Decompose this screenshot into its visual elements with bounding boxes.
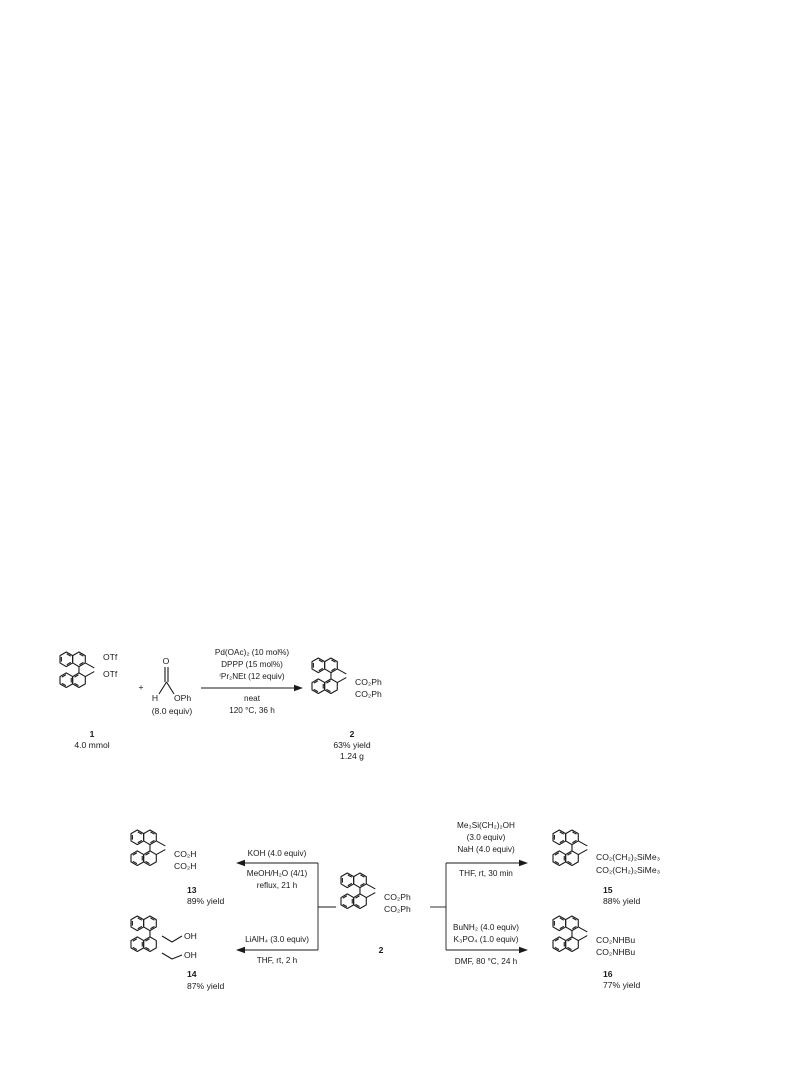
compound-1-number: 1 bbox=[89, 729, 95, 739]
ch2-oh-bond-bottom bbox=[162, 953, 182, 959]
plus-sign: + bbox=[138, 682, 144, 692]
benzene-ring bbox=[144, 851, 157, 866]
compound-15-yield: 88% yield bbox=[603, 896, 641, 906]
compound-13-yield: 89% yield bbox=[187, 896, 225, 906]
formate-ophenyl: OPh bbox=[174, 693, 192, 703]
tl-condition-reagent: KOH (4.0 equiv) bbox=[247, 849, 307, 858]
reaction-1 bbox=[60, 648, 382, 761]
substituent-bond-bottom bbox=[578, 936, 587, 941]
benzene-ring bbox=[325, 679, 338, 694]
central-compound-number: 2 bbox=[378, 945, 384, 955]
compound-2-group-bottom: CO₂Ph bbox=[355, 689, 382, 699]
ch2-oh-bond-top bbox=[162, 936, 182, 942]
tr-condition-base: NaH (4.0 equiv) bbox=[457, 845, 515, 854]
benzene-ring bbox=[354, 894, 367, 909]
bl-condition-solvent-time: THF, rt, 2 h bbox=[256, 956, 298, 965]
bl-condition-reagent: LiAlH₄ (3.0 equiv) bbox=[245, 935, 309, 944]
binaphthyl-skeleton bbox=[312, 658, 337, 694]
benzene-ring bbox=[566, 851, 579, 866]
compound-15-group-top: CO₂(CH₂)₂SiMe₃ bbox=[596, 852, 661, 862]
formate-hydrogen: H bbox=[151, 693, 159, 703]
benzene-ring bbox=[566, 830, 579, 845]
reaction-arrow-1 bbox=[201, 685, 303, 691]
substituent-bond-bottom bbox=[366, 893, 375, 898]
compound-13-group-top: CO₂H bbox=[174, 849, 197, 859]
compound-2-group-top: CO₂Ph bbox=[355, 677, 382, 687]
phenyl-formate-structure bbox=[152, 656, 193, 716]
central-group-top: CO₂Ph bbox=[384, 892, 411, 902]
substituent-bond-top bbox=[85, 663, 94, 668]
substituent-bond-top bbox=[578, 927, 587, 932]
substituent-bond-bottom bbox=[337, 678, 346, 683]
compound-16-group-top: CO₂NHBu bbox=[596, 935, 636, 945]
substituent-bond-top bbox=[337, 669, 346, 674]
binaphthyl-skeleton bbox=[131, 916, 156, 952]
compound-13-group-bottom: CO₂H bbox=[174, 861, 197, 871]
br-condition-amine: BuNH₂ (4.0 equiv) bbox=[453, 923, 519, 932]
substituent-bond-bottom bbox=[85, 672, 94, 677]
binaphthyl-skeleton bbox=[131, 830, 156, 866]
condition-ligand: DPPP (15 mol%) bbox=[221, 660, 283, 669]
compound-2-mass: 1.24 g bbox=[340, 751, 364, 761]
compound-14-group-bottom: OH bbox=[184, 950, 197, 960]
compound-16-number: 16 bbox=[603, 969, 613, 979]
substituent-bond-bottom bbox=[156, 850, 165, 855]
compound-1-structure bbox=[60, 652, 118, 750]
br-condition-solvent-time: DMF, 80 °C, 24 h bbox=[454, 957, 518, 966]
compound-14-yield: 87% yield bbox=[187, 981, 225, 991]
compound-1-amount: 4.0 mmol bbox=[74, 740, 110, 750]
formate-oxygen: O bbox=[162, 656, 170, 666]
compound-1-group-bottom: OTf bbox=[103, 669, 118, 679]
tr-condition-amount: (3.0 equiv) bbox=[466, 833, 506, 842]
compound-2-yield: 63% yield bbox=[333, 740, 371, 750]
substituent-bond-top bbox=[156, 841, 165, 846]
substituent-bond-top bbox=[366, 884, 375, 889]
compound-16-yield: 77% yield bbox=[603, 980, 641, 990]
binaphthyl-skeleton bbox=[553, 916, 578, 952]
benzene-ring bbox=[354, 873, 367, 888]
substituent-bond-top bbox=[578, 841, 587, 846]
compound-15-number: 15 bbox=[603, 885, 613, 895]
central-compound-2 bbox=[341, 873, 411, 955]
tl-condition-time: reflux, 21 h bbox=[256, 881, 298, 890]
tr-condition-reagent: Me₃Si(CH₂)₂OH bbox=[457, 821, 515, 830]
benzene-ring bbox=[566, 916, 579, 931]
benzene-ring bbox=[73, 673, 86, 688]
compound-1-group-top: OTf bbox=[103, 652, 118, 662]
compound-16-group-bottom: CO₂NHBu bbox=[596, 947, 636, 957]
compound-14-number: 14 bbox=[187, 969, 197, 979]
compound-14-group-top: OH bbox=[184, 931, 197, 941]
benzene-ring bbox=[144, 830, 157, 845]
benzene-ring bbox=[144, 937, 157, 952]
central-group-bottom: CO₂Ph bbox=[384, 904, 411, 914]
compound-2-number: 2 bbox=[349, 729, 355, 739]
compound-15-structure bbox=[553, 830, 661, 906]
br-condition-base: K₃PO₄ (1.0 equiv) bbox=[453, 935, 519, 944]
condition-solvent: neat bbox=[244, 694, 260, 703]
benzene-ring bbox=[325, 658, 338, 673]
condition-temperature-time: 120 °C, 36 h bbox=[229, 706, 275, 715]
tl-condition-solvent: MeOH/H₂O (4/1) bbox=[246, 869, 308, 878]
benzene-ring bbox=[73, 652, 86, 667]
compound-13-structure bbox=[131, 830, 224, 906]
compound-13-number: 13 bbox=[187, 885, 197, 895]
compound-15-group-bottom: CO₂(CH₂)₂SiMe₃ bbox=[596, 865, 661, 875]
condition-catalyst: Pd(OAc)₂ (10 mol%) bbox=[214, 648, 290, 657]
binaphthyl-skeleton bbox=[553, 830, 578, 866]
benzene-ring bbox=[144, 916, 157, 931]
compound-14-structure bbox=[131, 916, 224, 991]
substituent-bond-bottom bbox=[578, 850, 587, 855]
condition-base: ⁱPr₂NEt (12 equiv) bbox=[219, 672, 285, 681]
benzene-ring bbox=[566, 937, 579, 952]
formate-amount: (8.0 equiv) bbox=[151, 706, 193, 716]
binaphthyl-skeleton bbox=[341, 873, 366, 909]
compound-16-structure bbox=[553, 916, 640, 990]
compound-2-structure bbox=[312, 658, 382, 761]
reaction-2 bbox=[131, 821, 661, 991]
binaphthyl-skeleton bbox=[60, 652, 85, 688]
tr-condition-solvent-time: THF, rt, 30 min bbox=[459, 869, 513, 878]
